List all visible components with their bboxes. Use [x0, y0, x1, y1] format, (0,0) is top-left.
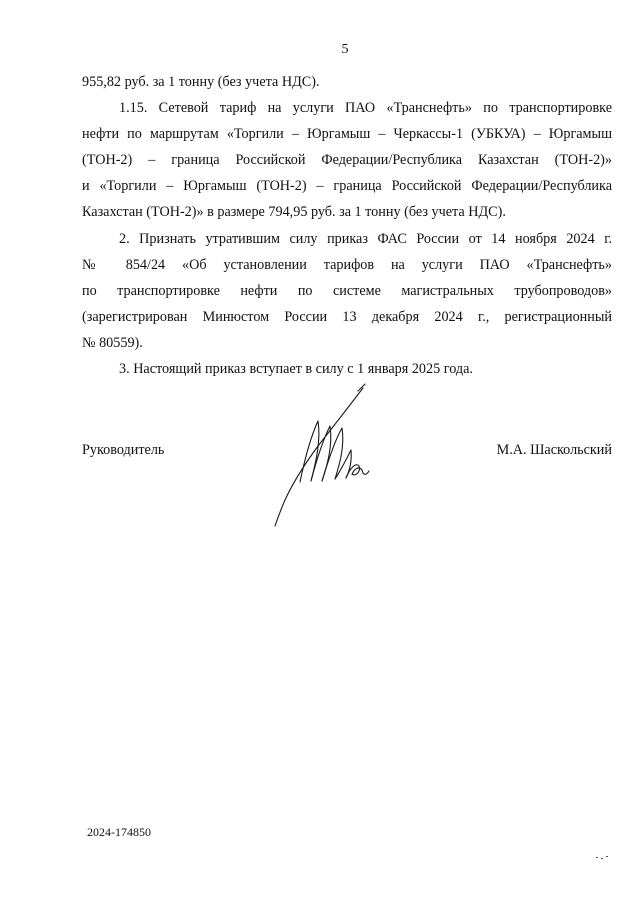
scan-speck: [601, 858, 603, 859]
document-number: 2024-174850: [87, 825, 151, 839]
paragraph-line: № 80559).: [82, 334, 143, 351]
paragraph-line: 3. Настоящий приказ вступает в силу с 1 января 2025 года.: [119, 361, 473, 378]
signatory-name: М.А. Шаскольский: [496, 442, 612, 458]
paragraph-1-15: [82, 95, 612, 225]
document-body: [82, 69, 612, 382]
page-number: 5: [341, 42, 349, 57]
paragraph-line: 1.15. Сетевой тариф на услуги ПАО «Транснефть» по транспортировке: [119, 100, 612, 117]
paragraph-line: нефти по маршрутам «Торгили – Юргамыш – Черкассы-1 (УБКУА) – Юргамыш: [82, 126, 612, 143]
paragraph-line: Казахстан (ТОН-2)» в размере 794,95 руб. за 1 тонну (без учета НДС).: [82, 204, 506, 221]
paragraph-line: (ТОН-2) – граница Российской Федерации/Республика Казахстан (ТОН-2)»: [82, 152, 612, 169]
paragraph-3: [82, 356, 612, 382]
scan-speck: [606, 856, 608, 857]
signatory-position: Руководитель: [82, 442, 165, 458]
continuation-line: 955,82 руб. за 1 тонну (без учета НДС).: [82, 74, 320, 90]
paragraph-line: № 854/24 «Об установлении тарифов на услуги ПАО «Транснефть»: [82, 256, 612, 273]
paragraph-line: 2. Признать утратившим силу приказ ФАС России от 14 ноября 2024 г.: [119, 230, 612, 247]
paragraph-2: [82, 226, 612, 356]
paragraph-line: по транспортировке нефти по системе магистральных трубопроводов»: [82, 282, 612, 299]
scan-speck: [596, 857, 598, 858]
paragraph-line: (зарегистрирован Минюстом России 13 декабря 2024 г., регистрационный: [82, 308, 612, 325]
paragraph-line: и «Торгили – Юргамыш (ТОН-2) – граница Российской Федерации/Республика: [82, 178, 612, 195]
